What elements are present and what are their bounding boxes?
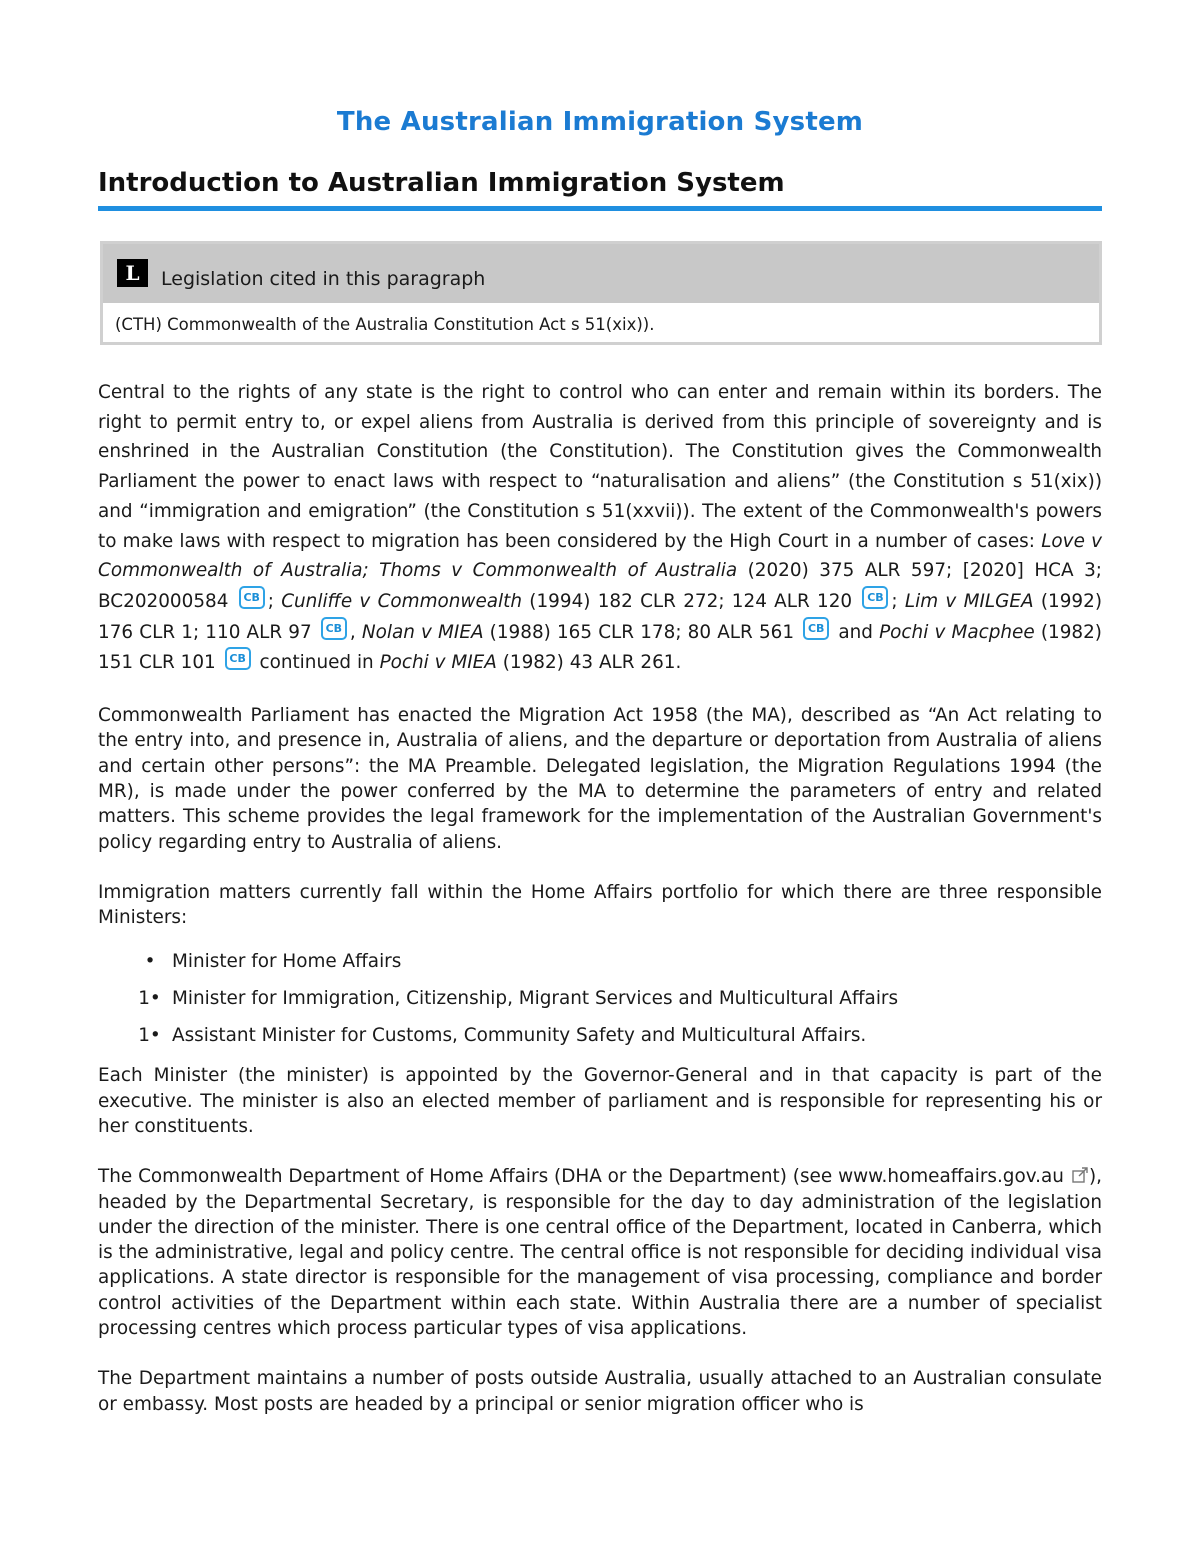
case-name: Pochi v MIEA bbox=[379, 652, 497, 674]
case-citation: (1988) 165 CLR 178; 80 ALR 561 bbox=[483, 621, 801, 643]
legislation-citation[interactable]: (CTH) Commonwealth of the Australia Constitution Act s 51(xix)). bbox=[115, 315, 655, 334]
case-citation: (1994) 182 CLR 272; 124 ALR 120 bbox=[522, 590, 860, 612]
cb-icon[interactable]: CB bbox=[321, 617, 347, 640]
cb-icon[interactable]: CB bbox=[239, 586, 265, 609]
document-body bbox=[98, 378, 1102, 1442]
paragraph-minister-role: Each Minister (the minister) is appointed by the Governor-General and in that capacity is part of the executive. The minister is also an elected member of parliament and is responsible for representing his or her constituents. bbox=[98, 1065, 1102, 1137]
list-item bbox=[98, 1017, 1102, 1054]
bullet-number: 1 bbox=[138, 988, 149, 1010]
cb-icon[interactable]: CB bbox=[225, 647, 251, 670]
case-name: Love v Commonwealth of Australia; Thoms v Commonwealth of Australia bbox=[98, 530, 1102, 582]
list-item-label: Minister for Home Affairs bbox=[172, 951, 402, 973]
list-item bbox=[98, 943, 1102, 980]
legislation-icon: L bbox=[117, 259, 148, 287]
cb-icon[interactable]: CB bbox=[803, 617, 829, 640]
separator-text: , bbox=[349, 621, 362, 643]
case-citation: (2020) 375 ALR 597; [2020] HCA 3; BC202000584 bbox=[98, 560, 1102, 612]
case-name: Lim v MILGEA bbox=[904, 590, 1034, 612]
bullet-marker bbox=[132, 980, 166, 1017]
paragraph-constitution bbox=[98, 378, 1102, 678]
paragraph-text: The Commonwealth Department of Home Affairs (DHA or the Department) (see bbox=[98, 1166, 839, 1188]
document-title: The Australian Immigration System bbox=[336, 107, 864, 137]
case-citation: (1992) 176 CLR 1; 110 ALR 97 bbox=[98, 590, 1103, 643]
separator-text: and bbox=[832, 621, 880, 643]
separator-text: continued in bbox=[253, 652, 380, 674]
separator-text: ; bbox=[891, 590, 905, 612]
bullet-marker bbox=[132, 1017, 166, 1054]
legislation-box bbox=[100, 241, 1102, 345]
case-citation: (1982) 151 CLR 101 bbox=[98, 621, 1102, 674]
separator-text: ; bbox=[267, 590, 282, 612]
case-name: Nolan v MIEA bbox=[361, 621, 484, 643]
bullet-number: 1 bbox=[138, 1025, 149, 1047]
legislation-box-title: Legislation cited in this paragraph bbox=[161, 268, 486, 290]
legislation-box-header bbox=[103, 244, 1099, 303]
homeaffairs-link[interactable]: www.homeaffairs.gov.au bbox=[838, 1166, 1064, 1188]
bullet-icon: • bbox=[144, 951, 155, 973]
case-citation: (1982) 43 ALR 261. bbox=[496, 652, 682, 674]
paragraph-posts: The Department maintains a number of posts outside Australia, usually attached to an Australian consulate or embassy. Most posts are headed by a principal or senior migration officer who is bbox=[98, 1368, 1102, 1415]
cb-icon[interactable]: CB bbox=[862, 586, 888, 609]
section-heading: Introduction to Australian Immigration System bbox=[98, 168, 1102, 211]
bullet-icon: • bbox=[149, 988, 160, 1010]
bullet-icon: • bbox=[149, 1025, 160, 1047]
paragraph-department bbox=[98, 1164, 1102, 1341]
external-link-icon[interactable] bbox=[1072, 1166, 1089, 1183]
paragraph-portfolio: Immigration matters currently fall within the Home Affairs portfolio for which there are three responsible Ministers: bbox=[98, 881, 1102, 929]
list-item-label: Minister for Immigration, Citizenship, Migrant Services and Multicultural Affairs bbox=[172, 988, 899, 1010]
bullet-marker bbox=[132, 943, 166, 980]
list-item-label: Assistant Minister for Customs, Community Safety and Multicultural Affairs. bbox=[172, 1025, 867, 1047]
case-name: Pochi v Macphee bbox=[879, 621, 1035, 643]
ministers-list bbox=[98, 943, 1102, 1054]
paragraph-migration-act: Commonwealth Parliament has enacted the Migration Act 1958 (the MA), described as “An Act relating to the entry into, and presence in, Australia of aliens, and the departure or deportation from Australia of aliens and certain other persons”: the MA Preamble. Delegated legislation, the Migration Regulations 1994 (the MR), is made under the power conferred by the MA to determine the parameters of entry and related matters. This scheme provides the legal framework for the implementation of the Australian Government's policy regarding entry to Australia of aliens. bbox=[98, 705, 1102, 853]
paragraph-text: ), headed by the Departmental Secretary, is responsible for the day to day administration of the legislation under the direction of the minister. There is one central office of the Department, located in Canberra, which is the administrative, legal and policy centre. The central office is not responsible for deciding individual visa applications. A state director is responsible for the management of visa processing, compliance and border control activities of the Department within each state. Within Australia there are a number of specialist processing centres which process particular types of visa applications. bbox=[98, 1166, 1102, 1340]
list-item bbox=[98, 980, 1102, 1017]
paragraph-text: Central to the rights of any state is the right to control who can enter and remain within its borders. The right to permit entry to, or expel aliens from Australia is derived from this principle of sovereignty and is enshrined in the Australian Constitution (the Constitution). The Constitution gives the Commonwealth Parliament the power to enact laws with respect to “naturalisation and aliens” (the Constitution s 51(xix)) and “immigration and emigration” (the Constitution s 51(xxvii)). The extent of the Commonwealth's powers to make laws with respect to migration has been considered by the High Court in a number of cases: bbox=[98, 382, 1102, 552]
case-name: Cunliffe v Commonwealth bbox=[281, 590, 523, 612]
